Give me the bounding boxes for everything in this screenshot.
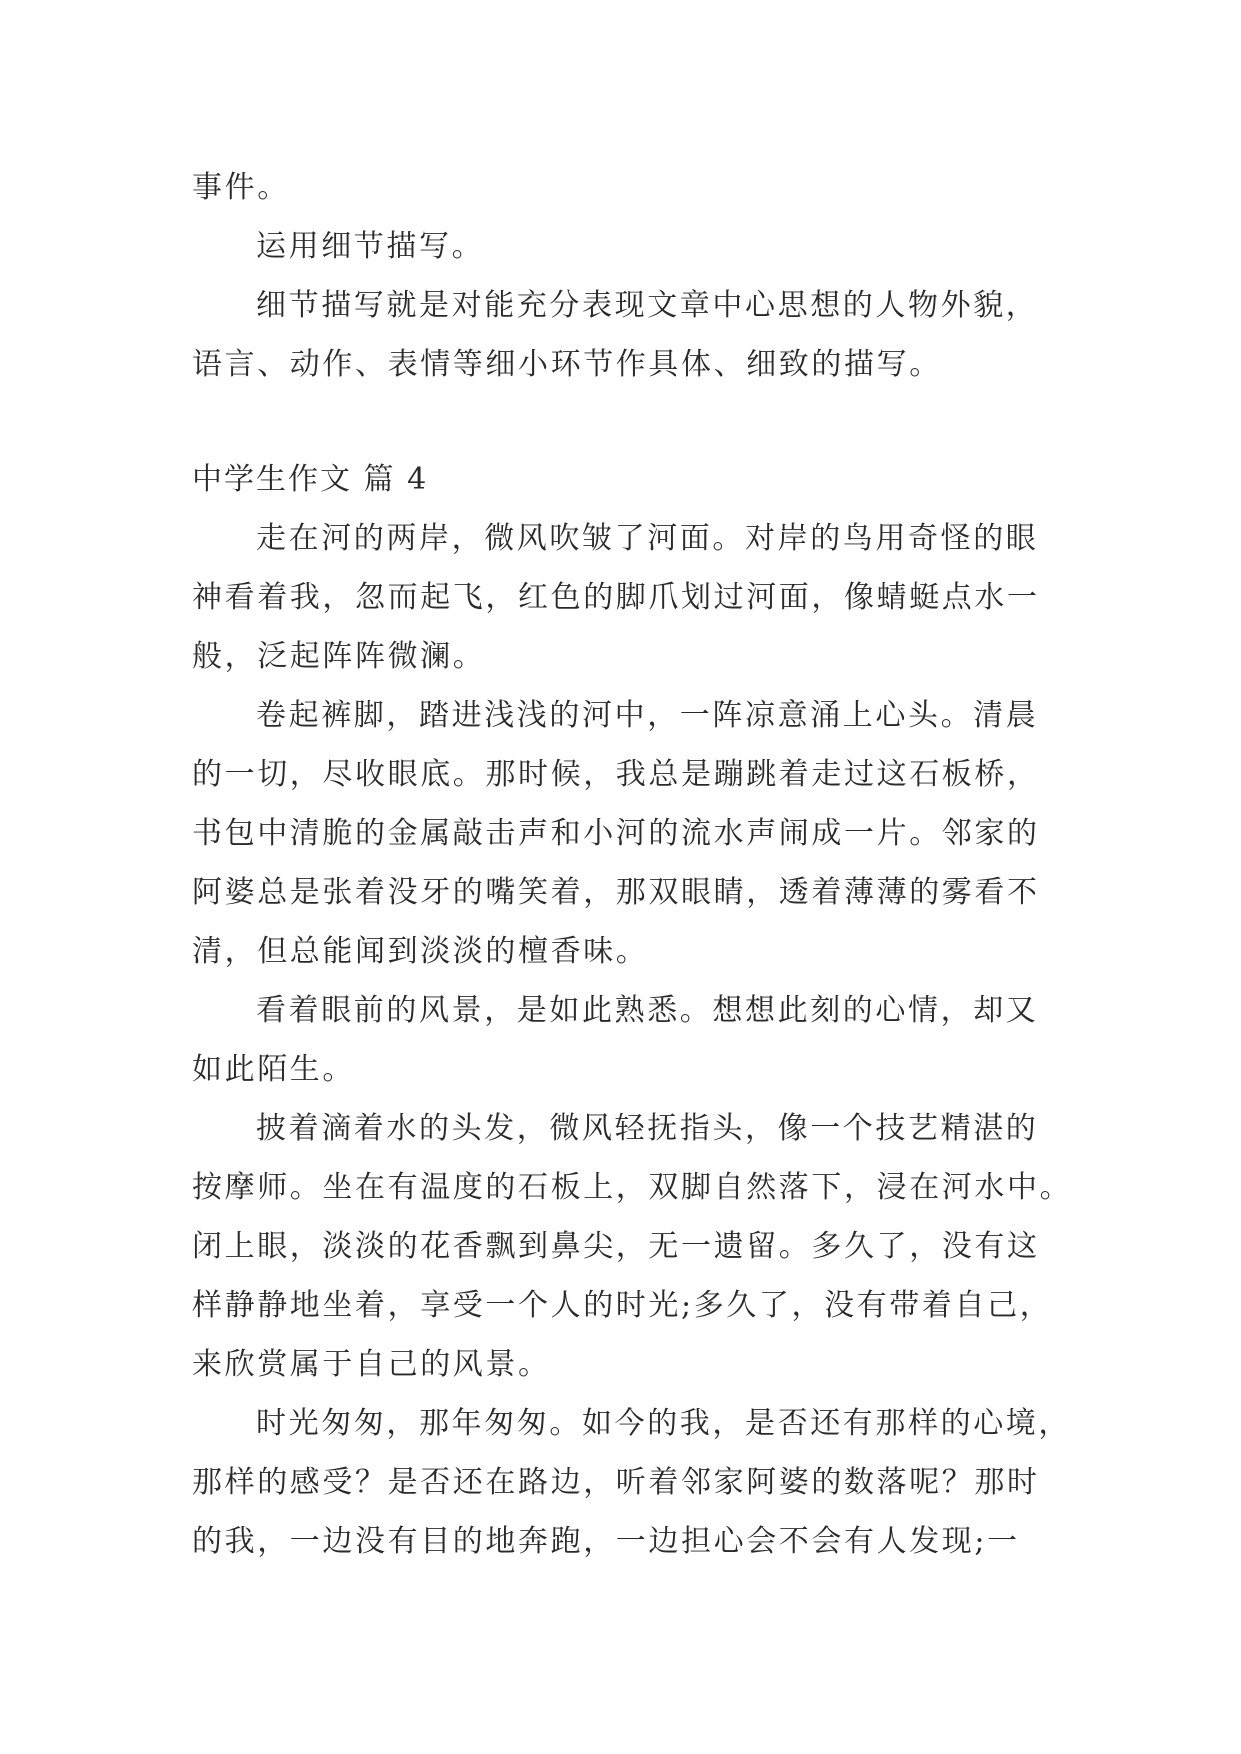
text-line: 的我，一边没有目的地奔跑，一边担心会不会有人发现;一 xyxy=(192,1524,1020,1559)
text-line: 神看着我，忽而起飞，红色的脚爪划过河面，像蜻蜓点水一 xyxy=(192,580,1040,615)
text-line: 按摩师。坐在有温度的石板上，双脚自然落下，浸在河水中。 xyxy=(192,1170,1073,1205)
paragraph-line: 卷起裤脚，踏进浅浅的河中，一阵凉意涌上心头。清晨 xyxy=(256,698,1039,733)
text-line: 阿婆总是张着没牙的嘴笑着，那双眼睛，透着薄薄的雾看不 xyxy=(192,875,1040,910)
paragraph-line: 走在河的两岸，微风吹皱了河面。对岸的鸟用奇怪的眼 xyxy=(256,521,1039,556)
text-line: 书包中清脆的金属敲击声和小河的流水声闹成一片。邻家的 xyxy=(192,816,1040,851)
text-line: 来欣赏属于自己的风景。 xyxy=(192,1347,551,1382)
paragraph-line: 披着滴着水的头发，微风轻抚指头，像一个技艺精湛的 xyxy=(256,1111,1039,1146)
text-line: 如此陌生。 xyxy=(192,1052,355,1087)
text-line: 的一切，尽收眼底。那时候，我总是蹦跳着走过这石板桥， xyxy=(192,757,1040,792)
text-line: 那样的感受？是否还在路边，听着邻家阿婆的数落呢？那时 xyxy=(192,1465,1040,1500)
paragraph-line: 时光匆匆，那年匆匆。如今的我，是否还有那样的心境， xyxy=(256,1406,1071,1441)
document-content xyxy=(192,158,1072,1571)
paragraph-line: 看着眼前的风景，是如此熟悉。想想此刻的心情，却又 xyxy=(256,993,1039,1028)
text-line: 语言、动作、表情等细小环节作具体、细致的描写。 xyxy=(192,347,942,382)
paragraph-line: 细节描写就是对能充分表现文章中心思想的人物外貌， xyxy=(256,288,1039,323)
text-line: 清，但总能闻到淡淡的檀香味。 xyxy=(192,934,649,969)
section-heading: 中学生作文 篇 4 xyxy=(192,462,429,497)
text-line: 闭上眼，淡淡的花香飘到鼻尖，无一遗留。多久了，没有这 xyxy=(192,1229,1040,1264)
paragraph-line: 运用细节描写。 xyxy=(256,229,485,264)
text-line: 事件。 xyxy=(192,170,290,205)
text-line: 般，泛起阵阵微澜。 xyxy=(192,639,486,674)
section-spacer xyxy=(192,394,1072,450)
text-line: 样静静地坐着，享受一个人的时光;多久了，没有带着自己， xyxy=(192,1288,1053,1323)
